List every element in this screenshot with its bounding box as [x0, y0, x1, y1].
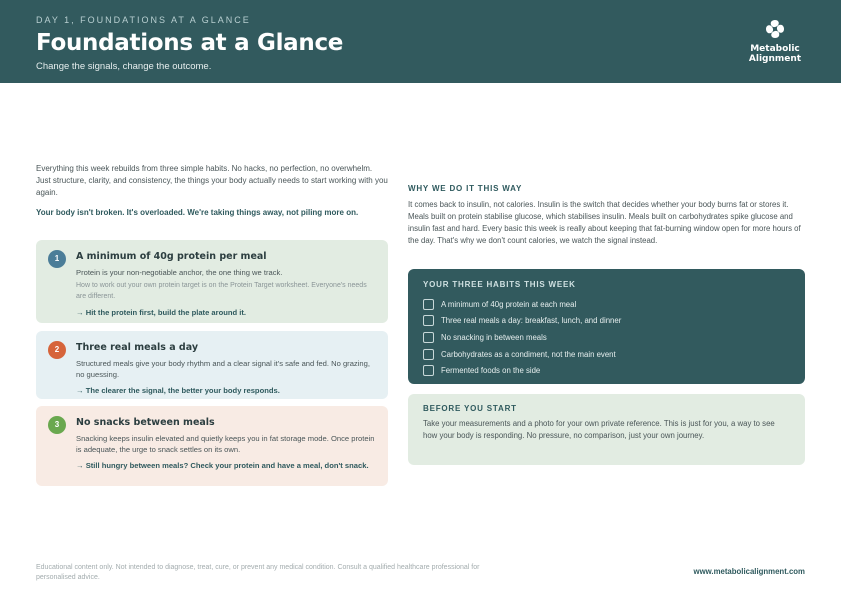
- why-text: It comes back to insulin, not calories. Insulin is the switch that decides whether your body burns fat or stores it. Meals built on protein stabilise glucose, which stabilises insulin. Meals built on carbohydrates spike glucose and insulin fast and hard. Every basic this week is really about keeping that fat-burning window open for more hours of the day. That's why we don't count calories, we watch the signal instead.: [408, 200, 801, 245]
- habit-card-meals: [36, 331, 388, 399]
- card-title: A minimum of 40g protein per meal: [76, 251, 267, 262]
- habit-label: A minimum of 40g protein at each meal: [441, 299, 577, 309]
- page-subtitle: Change the signals, change the outcome.: [36, 61, 212, 72]
- card-text: Structured meals give your body rhythm and a clear signal it's safe and fed. No grazing, no guessing.: [76, 359, 370, 379]
- page-title: Foundations at a Glance: [36, 30, 344, 56]
- card-number-badge: 1: [48, 250, 66, 268]
- habit-label: Carbohydrates as a condiment, not the main event: [441, 349, 616, 359]
- habit-card-protein: [36, 240, 388, 323]
- card-note: How to work out your own protein target is on the Protein Target worksheet. Everyone's needs are different.: [76, 282, 367, 300]
- before-text: Take your measurements and a photo for your own private reference. This is just for you, a way to see how your body is responding. No pressure, no comparison, just your own journey.: [423, 419, 775, 440]
- habit-checklist-item[interactable]: [423, 329, 790, 346]
- card-action: → Still hungry between meals? Check your protein and have a meal, don't snack.: [76, 461, 369, 470]
- card-action: → The clearer the signal, the better your body responds.: [76, 386, 280, 395]
- habit-label: Three real meals a day: breakfast, lunch, and dinner: [441, 316, 622, 326]
- checkbox[interactable]: [423, 299, 434, 310]
- website-link[interactable]: www.metabolicalignment.com: [693, 567, 805, 576]
- checkbox[interactable]: [423, 332, 434, 343]
- card-title: Three real meals a day: [76, 342, 199, 353]
- habit-label: No snacking in between meals: [441, 332, 547, 342]
- page-header: [0, 0, 841, 83]
- brand-name-line1: Metabolic: [750, 44, 800, 54]
- disclaimer-text: Educational content only. Not intended to diagnose, treat, cure, or prevent any medical condition. Consult a qualified healthcare professional for personalised advice.: [36, 564, 480, 581]
- card-action: → Hit the protein first, build the plate around it.: [76, 308, 247, 317]
- eyebrow-label: DAY 1, FOUNDATIONS AT A GLANCE: [36, 15, 251, 25]
- checkbox[interactable]: [423, 349, 434, 360]
- card-number-badge: 2: [48, 341, 66, 359]
- brand-name-line2: Alignment: [748, 54, 802, 64]
- intro-emphasis: Your body isn't broken. It's overloaded. We're taking things away, not piling more on.: [36, 208, 359, 217]
- habits-checklist-panel: [408, 269, 805, 384]
- card-number-badge: 3: [48, 416, 66, 434]
- habit-checklist-item[interactable]: [423, 313, 790, 330]
- why-heading: WHY WE DO IT THIS WAY: [408, 184, 523, 193]
- habit-label: Fermented foods on the side: [441, 366, 541, 376]
- habit-card-snacks: [36, 406, 388, 486]
- habit-checklist-item[interactable]: [423, 346, 790, 363]
- before-heading: BEFORE YOU START: [423, 404, 517, 413]
- habit-checklist-item[interactable]: [423, 296, 790, 313]
- logo-mark-icon: [764, 18, 786, 40]
- before-you-start-panel: [408, 394, 805, 465]
- card-title: No snacks between meals: [76, 417, 215, 428]
- card-text: Snacking keeps insulin elevated and quietly keeps you in fat storage mode. Once protein is adequate, the urge to snack settles on its own.: [76, 434, 375, 454]
- habits-heading: YOUR THREE HABITS THIS WEEK: [423, 280, 576, 289]
- card-text: Protein is your non-negotiable anchor, the one thing we track.: [76, 268, 283, 277]
- intro-text: Everything this week rebuilds from three simple habits. No hacks, no perfection, no overwhelm. Just structure, clarity, and consistency, the things your body actually needs to start working with you again.: [36, 164, 388, 197]
- habit-checklist-item[interactable]: [423, 362, 790, 379]
- brand-logo: [745, 18, 805, 64]
- checkbox[interactable]: [423, 365, 434, 376]
- checkbox[interactable]: [423, 315, 434, 326]
